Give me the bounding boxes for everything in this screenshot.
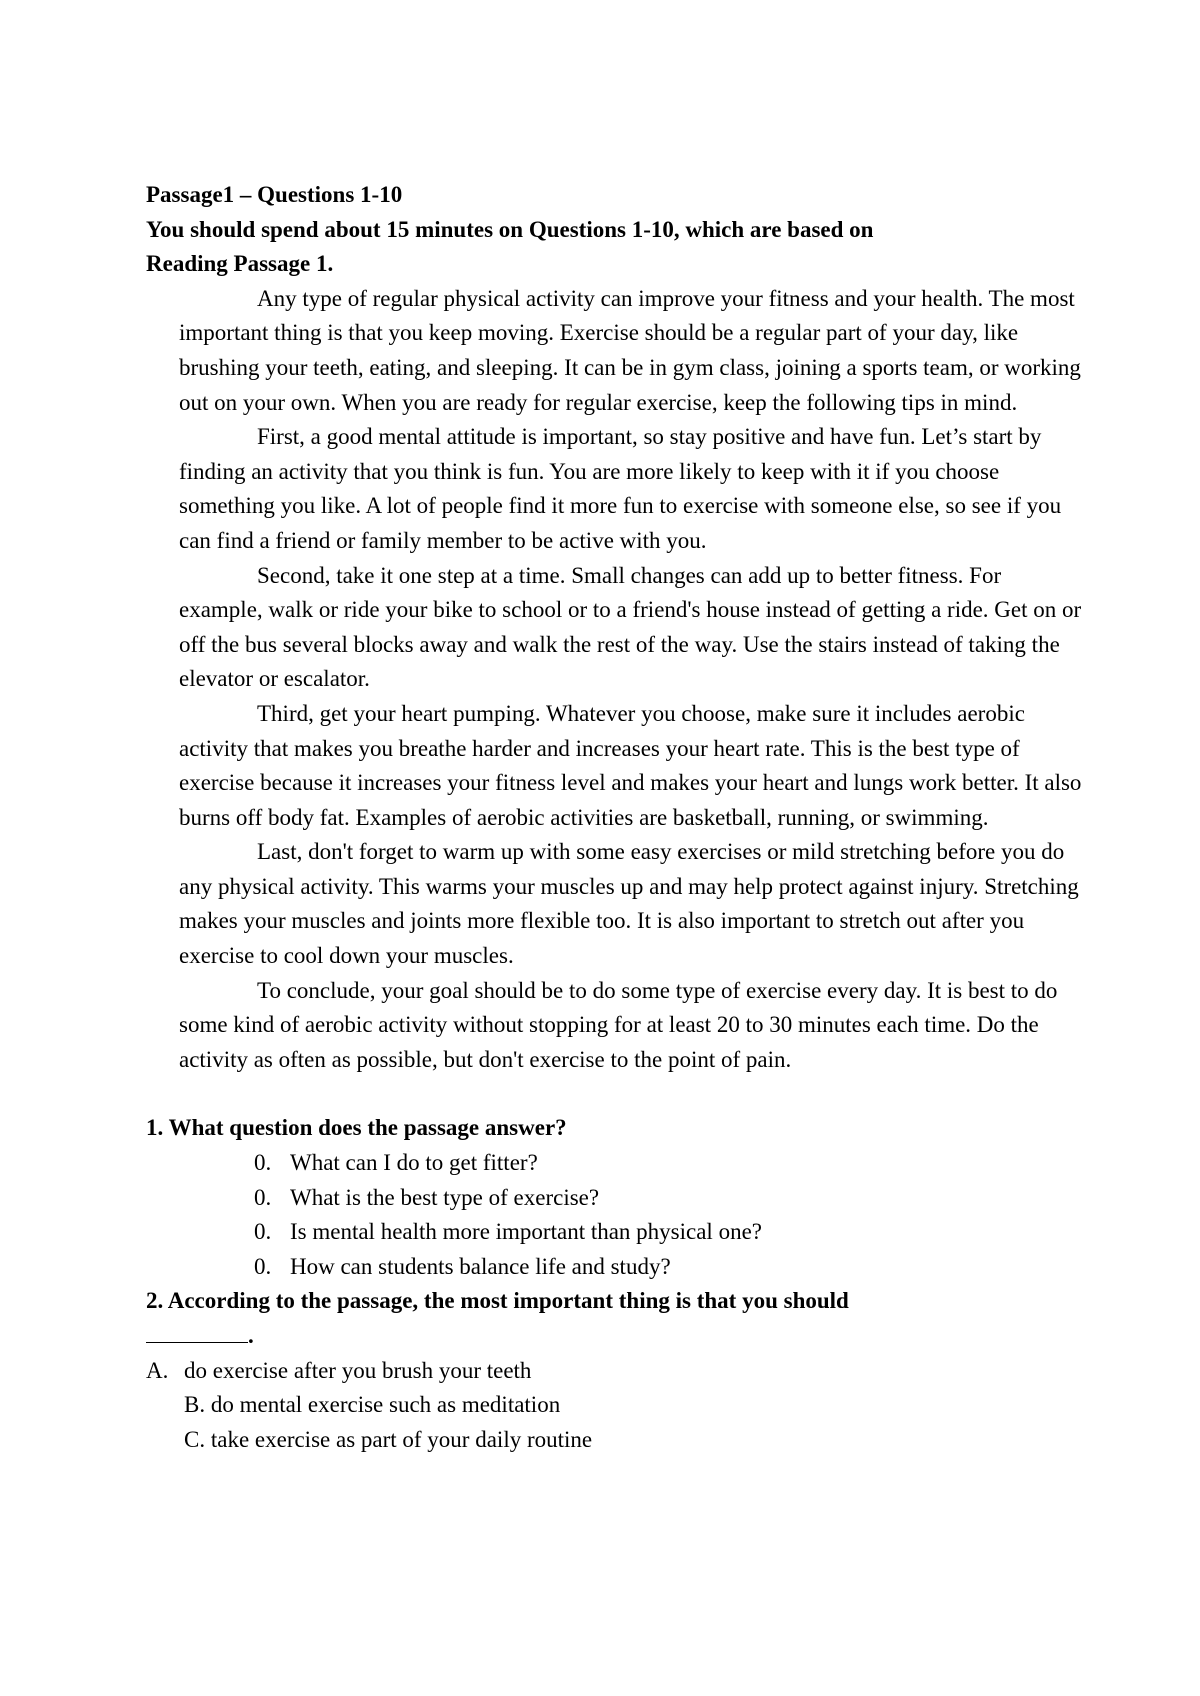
question-2: 2. According to the passage, the most important thing is that you should — [146, 1288, 849, 1314]
passage-paragraph-4: Third, get your heart pumping. Whatever you choose, make sure it includes aerobic activity that makes you breathe harder and increases your heart rate. This is the best type of exercise because it increases your fitness level and makes your heart and lungs work better. It also burns off body fat. Examples of aerobic activities are basketball, running, or swimming. — [179, 700, 1082, 830]
option-number: 0. — [254, 1184, 272, 1210]
question-1: 1. What question does the passage answer? — [146, 1115, 567, 1141]
option-number: 0. — [254, 1253, 272, 1279]
option-text: Is mental health more important than physical one? — [290, 1219, 762, 1245]
question-2-option[interactable] — [146, 1423, 1086, 1458]
option-letter: C. — [184, 1426, 206, 1452]
option-text: take exercise as part of your daily routine — [210, 1426, 593, 1452]
option-letter: A. — [146, 1357, 169, 1383]
question-2-blank-line — [146, 1319, 1086, 1354]
question-1-option[interactable] — [254, 1146, 1086, 1181]
option-text: How can students balance life and study? — [290, 1253, 671, 1279]
question-2-option[interactable] — [146, 1354, 1086, 1389]
passage-paragraph-5: Last, don't forget to warm up with some easy exercises or mild stretching before you do any physical activity. This warms your muscles up and may help protect against injury. Stretching makes your muscles and joints more flexible too. It is also important to stretch out after you exercise to cool down your muscles. — [179, 839, 1079, 969]
option-text: do mental exercise such as meditation — [210, 1392, 561, 1418]
option-number: 0. — [254, 1219, 272, 1245]
answer-blank[interactable] — [146, 1320, 248, 1343]
passage-paragraph-1: Any type of regular physical activity can improve your fitness and your health. The most important thing is that you keep moving. Exercise should be a regular part of your day, like brushing your teeth, eating, and sleeping. It can be in gym class, joining a sports team, or working out on your own. When you are ready for regular exercise, keep the following tips in mind. — [179, 285, 1081, 415]
passage-paragraph-2: First, a good mental attitude is important, so stay positive and have fun. Let’s start by finding an activity that you think is fun. You are more likely to keep with it if you choose something you like. A lot of people find it more fun to exercise with someone else, so see if you can find a friend or family member to be active with you. — [179, 424, 1062, 553]
section-spacer — [146, 1077, 1086, 1111]
option-text: What can I do to get fitter? — [290, 1150, 538, 1176]
option-number: 0. — [254, 1150, 272, 1176]
option-text: What is the best type of exercise? — [290, 1184, 600, 1210]
question-2-option[interactable] — [146, 1388, 1086, 1423]
question-1-option[interactable] — [254, 1250, 1086, 1285]
passage-paragraph-3: Second, take it one step at a time. Small changes can add up to better fitness. For example, walk or ride your bike to school or to a friend's house instead of getting a ride. Get on or off the bus several blocks away and walk the rest of the way. Use the stairs instead of taking the elevator or escalator. — [179, 562, 1082, 692]
question-1-options — [146, 1146, 1086, 1284]
document-page — [146, 178, 1086, 1457]
question-1-option[interactable] — [254, 1215, 1086, 1250]
option-letter: B. — [184, 1392, 206, 1418]
option-text: do exercise after you brush your teeth — [184, 1357, 532, 1383]
instruction-line-1: You should spend about 15 minutes on Questions 1-10, which are based on — [146, 216, 874, 242]
passage-title: Passage1 – Questions 1-10 — [146, 182, 403, 207]
blank-period: . — [248, 1323, 254, 1348]
question-1-option[interactable] — [254, 1181, 1086, 1216]
instruction-line-2: Reading Passage 1. — [146, 251, 334, 277]
passage-paragraph-6: To conclude, your goal should be to do some type of exercise every day. It is best to do some kind of aerobic activity without stopping for at least 20 to 30 minutes each time. Do the activity as often as possible, but don't exercise to the point of pain. — [179, 977, 1058, 1072]
